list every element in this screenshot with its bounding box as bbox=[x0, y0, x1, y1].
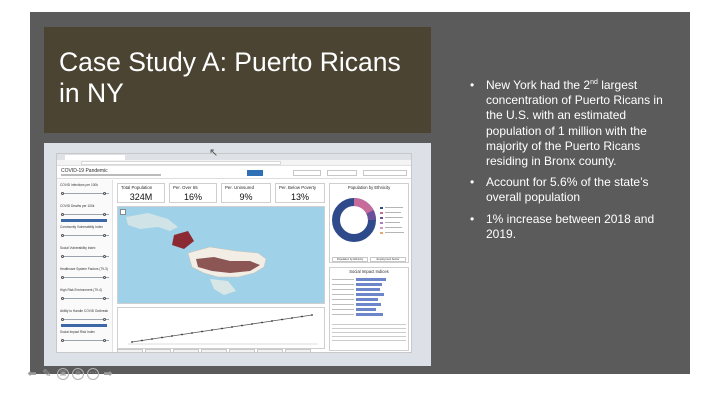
donut-slice bbox=[354, 202, 370, 212]
legend-swatch bbox=[380, 232, 383, 234]
legend-swatch bbox=[380, 212, 383, 214]
bullet-dot: • bbox=[470, 78, 475, 92]
sii-description-line bbox=[332, 328, 406, 329]
slider-handle[interactable] bbox=[61, 234, 64, 237]
app-title: COVID-19 Pandemic bbox=[61, 168, 108, 174]
kpi-value: 9% bbox=[239, 192, 253, 202]
sidebar-filter-label: Community Vulnerability Index bbox=[60, 225, 103, 229]
trend-tab[interactable] bbox=[229, 349, 255, 353]
sidebar-filter-slider[interactable] bbox=[61, 256, 109, 257]
legend-swatch bbox=[380, 217, 383, 219]
bullet-item bbox=[470, 175, 680, 205]
sidebar-filter-label: COVID Deaths per 100k bbox=[60, 204, 95, 208]
trend-chart bbox=[117, 307, 325, 349]
bullet-item bbox=[470, 212, 680, 242]
kpi-value: 324M bbox=[129, 192, 153, 202]
sidebar-filter-slider[interactable] bbox=[61, 193, 109, 194]
trend-point bbox=[271, 320, 273, 322]
trend-tab[interactable] bbox=[285, 349, 311, 353]
slider-handle[interactable] bbox=[103, 297, 106, 300]
bullet-item bbox=[470, 78, 680, 169]
bullet-dot: • bbox=[470, 211, 475, 226]
trend-tabs bbox=[117, 349, 325, 353]
dashboard-sidebar bbox=[57, 180, 113, 353]
sidebar-filter-slider[interactable] bbox=[61, 214, 109, 215]
slider-handle[interactable] bbox=[61, 297, 64, 300]
sidebar-filter-slider[interactable] bbox=[61, 319, 109, 320]
sii-description-line bbox=[332, 332, 406, 333]
ethnicity-panel bbox=[329, 183, 409, 263]
sii-bar bbox=[356, 308, 376, 311]
bullet-text: largest concentration of Puerto Ricans in the U.S. with an estimated population of 1 million with the majority of the Puerto Ricans residing in Bronx county. bbox=[486, 78, 663, 169]
trend-tab[interactable] bbox=[173, 349, 199, 353]
slider-handle[interactable] bbox=[61, 213, 64, 216]
us-map bbox=[117, 206, 325, 304]
kpi-label: Total Population bbox=[121, 185, 153, 190]
trend-point bbox=[231, 326, 233, 328]
app-subtitle bbox=[61, 174, 161, 176]
sii-bar bbox=[356, 288, 380, 291]
browser-address-bar bbox=[57, 160, 411, 166]
legend-text bbox=[385, 227, 402, 228]
mouse-cursor-icon: ↖ bbox=[209, 147, 219, 159]
trend-point bbox=[221, 328, 223, 330]
trend-point bbox=[151, 338, 153, 340]
header-button bbox=[247, 170, 263, 176]
dashboard-screenshot bbox=[56, 153, 412, 353]
app-header bbox=[57, 167, 411, 179]
kpi-value: 16% bbox=[183, 192, 202, 202]
trend-point bbox=[161, 337, 163, 339]
legend-swatch bbox=[380, 227, 383, 229]
trend-point bbox=[181, 334, 183, 336]
sii-row-label bbox=[332, 279, 354, 280]
sii-row-label bbox=[332, 294, 354, 295]
trend-line-graphic bbox=[118, 308, 326, 350]
social-impact-title: Social Impact Indices bbox=[349, 269, 389, 274]
tab-population-ethnicity[interactable]: Population by Ethnicity bbox=[332, 257, 368, 262]
zoom-icon[interactable]: ⊕ bbox=[72, 368, 84, 380]
kpi-label: Per. Uninsured bbox=[225, 185, 255, 190]
sii-description-line bbox=[332, 336, 406, 337]
slider-handle[interactable] bbox=[103, 318, 106, 321]
slider-handle[interactable] bbox=[103, 255, 106, 258]
legend-swatch bbox=[380, 207, 383, 209]
sii-row-label bbox=[332, 284, 354, 285]
sii-bar bbox=[356, 303, 381, 306]
trend-point bbox=[191, 332, 193, 334]
sii-description-line bbox=[332, 340, 406, 341]
canada-shape bbox=[126, 213, 178, 231]
sidebar-filter-slider[interactable] bbox=[61, 277, 109, 278]
ethnicity-donut bbox=[330, 190, 410, 260]
legend-text bbox=[385, 212, 401, 213]
trend-tab[interactable] bbox=[201, 349, 227, 353]
sidebar-filter-label: Healthcare System Factors (79-3) bbox=[60, 267, 108, 271]
sii-bar bbox=[356, 293, 384, 296]
bullet-superscript: nd bbox=[590, 79, 598, 86]
counties-select bbox=[327, 170, 357, 176]
trend-tab[interactable] bbox=[145, 349, 171, 353]
legend-text bbox=[385, 207, 403, 208]
trend-point bbox=[291, 317, 293, 319]
ethnicity-title: Population by Ethnicity bbox=[347, 185, 391, 190]
sidebar-filter-slider[interactable] bbox=[61, 340, 109, 341]
donut-slice bbox=[370, 212, 372, 220]
slider-handle[interactable] bbox=[61, 276, 64, 279]
trend-point bbox=[301, 316, 303, 318]
kpi-uninsured bbox=[221, 183, 271, 203]
trend-point bbox=[311, 314, 313, 316]
forward-arrow-icon[interactable]: ➡ bbox=[103, 368, 113, 380]
slider-handle[interactable] bbox=[103, 339, 106, 342]
sidebar-section-button[interactable] bbox=[61, 324, 107, 327]
slider-handle[interactable] bbox=[103, 213, 106, 216]
bullet-dot: • bbox=[470, 175, 475, 190]
trend-point bbox=[131, 341, 133, 343]
kpi-over-65 bbox=[169, 183, 217, 203]
bullet-text: New York had the 2 bbox=[486, 78, 591, 92]
trend-point bbox=[241, 325, 243, 327]
mexico-shape bbox=[210, 279, 236, 295]
sidebar-filter-label: Social Impact Risk Index bbox=[60, 330, 95, 334]
slide-title-box bbox=[44, 27, 431, 133]
sii-row-label bbox=[332, 289, 354, 290]
bullet-list bbox=[470, 78, 680, 248]
sidebar-filter-slider[interactable] bbox=[61, 235, 109, 236]
sii-bar bbox=[356, 313, 383, 316]
back-arrow-icon[interactable]: ⬅ bbox=[27, 368, 37, 380]
sii-bar bbox=[356, 278, 386, 281]
trend-point bbox=[171, 335, 173, 337]
sidebar-filter-slider[interactable] bbox=[61, 298, 109, 299]
trend-point bbox=[201, 331, 203, 333]
sidebar-filter-label: Social Vulnerability Index bbox=[60, 246, 96, 250]
sidebar-filter-label: Ability to Handle COVID Outbreak bbox=[60, 309, 109, 313]
alaska-shape bbox=[172, 231, 194, 249]
slide-title: Case Study A: Puerto Ricans in NY bbox=[59, 47, 401, 108]
slider-handle[interactable] bbox=[103, 276, 106, 279]
sii-bar bbox=[356, 283, 382, 286]
kpi-label: Per. Below Poverty bbox=[279, 185, 317, 190]
slider-handle[interactable] bbox=[61, 255, 64, 258]
sii-description-line bbox=[332, 324, 406, 325]
kpi-label: Per. Over 65 bbox=[173, 185, 198, 190]
trend-tab[interactable] bbox=[257, 349, 283, 353]
trend-point bbox=[281, 319, 283, 321]
slider-handle[interactable] bbox=[61, 192, 64, 195]
slider-handle[interactable] bbox=[61, 318, 64, 321]
legend-text bbox=[385, 217, 403, 218]
sii-row-label bbox=[332, 299, 354, 300]
tab-employment-sector[interactable]: Employment Sector bbox=[370, 257, 406, 262]
sidebar-filter-label: High Risk Environment (79-4) bbox=[60, 288, 102, 292]
slider-handle[interactable] bbox=[103, 192, 106, 195]
map-graphic bbox=[118, 207, 325, 304]
data-date-select bbox=[363, 170, 407, 176]
pen-icon[interactable]: ✎ bbox=[42, 368, 52, 380]
trend-point bbox=[261, 322, 263, 324]
trend-tab[interactable] bbox=[117, 349, 143, 353]
sii-bar bbox=[356, 298, 378, 301]
legend-swatch bbox=[380, 222, 383, 224]
slider-handle[interactable] bbox=[103, 234, 106, 237]
kpi-total-population bbox=[117, 183, 165, 203]
sidebar-section-button[interactable] bbox=[61, 219, 107, 222]
legend-text bbox=[385, 222, 400, 223]
bullet-text: Account for 5.6% of the state’s overall population bbox=[486, 175, 649, 205]
sii-row-label bbox=[332, 314, 354, 315]
trend-point bbox=[251, 323, 253, 325]
social-impact-panel bbox=[329, 267, 409, 351]
trend-point bbox=[141, 340, 143, 342]
slider-handle[interactable] bbox=[61, 339, 64, 342]
kpi-value: 13% bbox=[290, 192, 309, 202]
sii-row-label bbox=[332, 304, 354, 305]
sii-row-label bbox=[332, 309, 354, 310]
url-field bbox=[81, 161, 281, 165]
kpi-below-poverty bbox=[275, 183, 325, 203]
bullet-text: 1% increase between 2018 and 2019. bbox=[486, 211, 655, 241]
states-select bbox=[293, 170, 321, 176]
sidebar-filter-label: COVID Infections per 100k bbox=[60, 183, 98, 187]
trend-point bbox=[211, 329, 213, 331]
map-zoom-control[interactable] bbox=[120, 209, 126, 215]
more-icon[interactable]: ⋯ bbox=[87, 368, 99, 380]
legend-text bbox=[385, 232, 404, 233]
slides-icon[interactable]: ▣ bbox=[57, 368, 69, 380]
